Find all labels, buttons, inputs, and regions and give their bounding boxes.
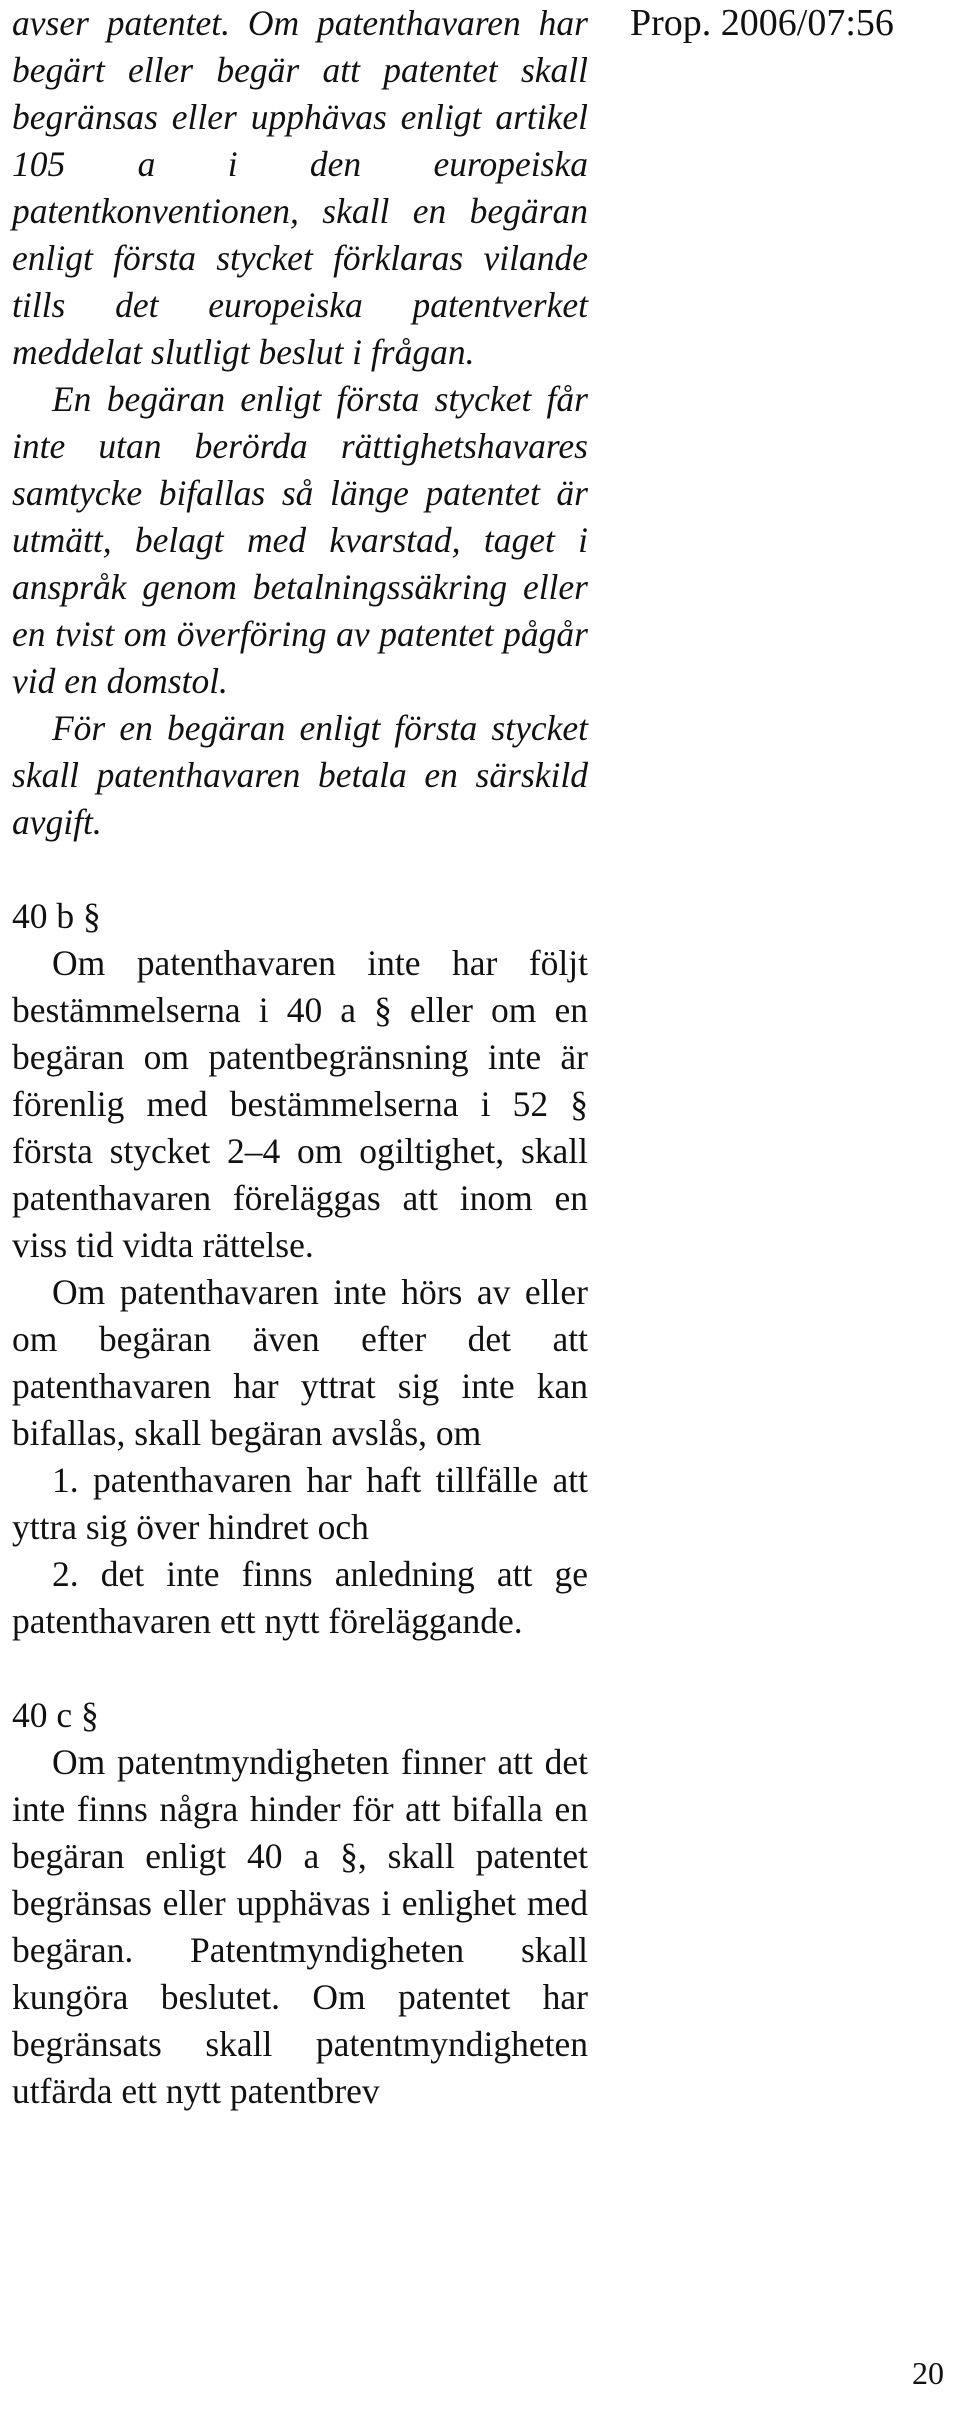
paragraph-40b-rejection: Om patenthavaren inte hörs av eller om begäran även efter det att patenthavaren har yttrat sig inte kan bifallas, skall begäran avslås, om <box>12 1272 588 1453</box>
paragraph-40b-correction: Om patenthavaren inte har följt bestämmelserna i 40 a § eller om en begäran om patentbegränsning inte är förenlig med bestämmelserna i 52 § första stycket 2–4 om ogiltighet, skall patenthavaren föreläggas att inom en viss tid vidta rättelse. <box>12 943 588 1265</box>
page-number: 20 <box>912 2355 944 2391</box>
paragraph-40a-rights-holders: En begäran enligt första stycket får inte utan berörda rättighetshavares samtycke bifallas så länge patentet är utmätt, belagt med kvarstad, taget i anspråk genom betalningssäkring eller en tvist om överföring av patentet pågår vid en domstol. <box>12 379 588 701</box>
proposition-reference: Prop. 2006/07:56 <box>630 2 894 44</box>
section-spacer <box>12 846 588 893</box>
list-item-40b-1: 1. patenthavaren har haft tillfälle att yttra sig över hindret och <box>12 1460 588 1547</box>
section-spacer <box>12 1645 588 1692</box>
paragraph-40a-continuation: avser patentet. Om patenthavaren har begärt eller begär att patentet skall begränsas eller upphävas enligt artikel 105 a i den europeiska patentkonventionen, skall en begäran enligt första stycket förklaras vilande tills det europeiska patentverket meddelat slutligt beslut i frågan. <box>12 3 588 372</box>
paragraph-40a-fee: För en begäran enligt första stycket skall patenthavaren betala en särskild avgift. <box>12 708 588 842</box>
main-text-column <box>12 0 588 2115</box>
list-item-40b-2: 2. det inte finns anledning att ge patenthavaren ett nytt föreläggande. <box>12 1554 588 1641</box>
section-heading-40c: 40 c § <box>12 1695 99 1735</box>
section-heading-40b: 40 b § <box>12 896 101 936</box>
paragraph-40c-decision: Om patentmyndigheten finner att det inte finns några hinder för att bifalla en begäran enligt 40 a §, skall patentet begränsas eller upphävas i enlighet med begäran. Patentmyndigheten skall kungöra beslutet. Om patentet har begränsats skall patentmyndigheten utfärda ett nytt patentbrev <box>12 1742 588 2111</box>
